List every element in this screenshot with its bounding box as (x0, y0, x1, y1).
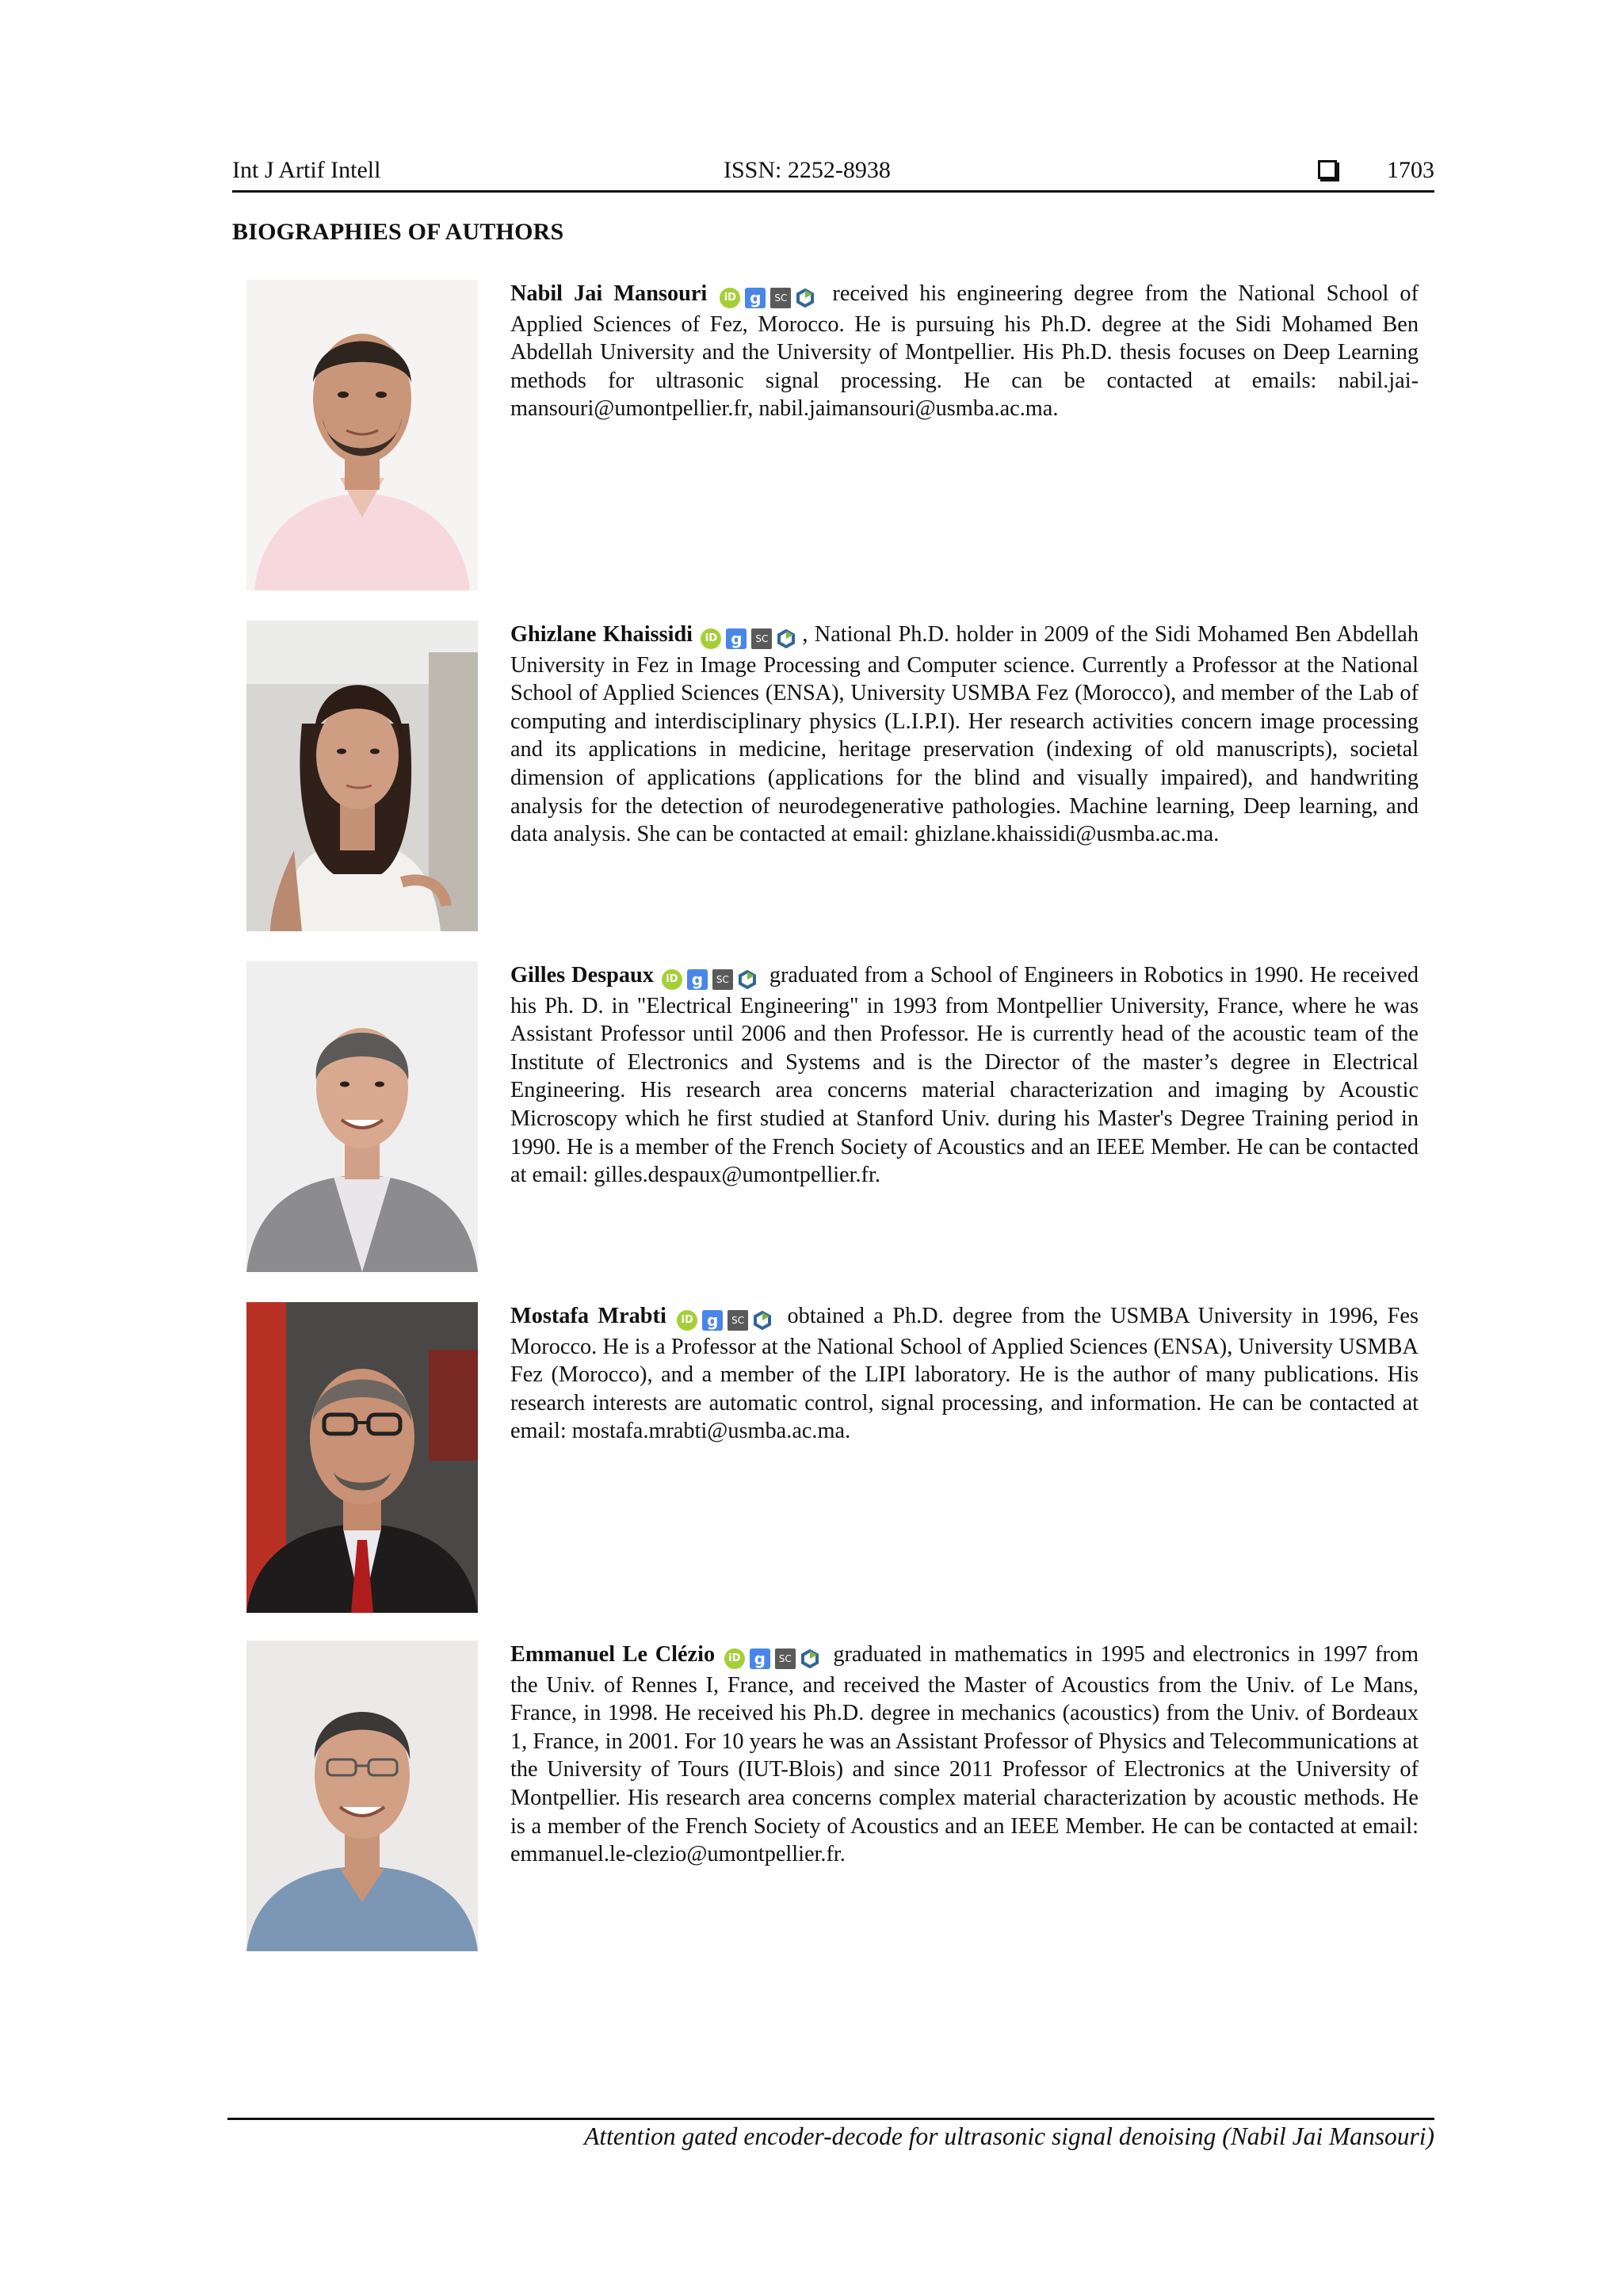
author-badges (720, 282, 819, 311)
author-badges (701, 623, 800, 651)
orcid-icon[interactable]: iD (662, 969, 682, 990)
orcid-icon[interactable]: iD (724, 1648, 745, 1669)
author-photo-5 (246, 1641, 478, 1951)
google-scholar-icon[interactable]: g (750, 1648, 770, 1669)
publons-icon[interactable] (738, 970, 757, 989)
author-photo-1 (246, 280, 478, 590)
author-name: Ghizlane Khaissidi (510, 622, 693, 647)
google-scholar-icon[interactable]: g (702, 1310, 723, 1331)
author-name: Nabil Jai Mansouri (510, 281, 708, 306)
author-photo-3 (246, 961, 478, 1272)
author-name: Gilles Despaux (510, 963, 654, 988)
publons-icon[interactable] (753, 1311, 772, 1330)
section-title: BIOGRAPHIES OF AUTHORS (232, 219, 564, 245)
google-scholar-icon[interactable]: g (726, 628, 747, 649)
orcid-icon[interactable]: iD (677, 1310, 697, 1331)
author-badges (677, 1305, 777, 1333)
scopus-icon[interactable]: SC (712, 969, 733, 990)
author-bio-text: obtained a Ph.D. degree from the USMBA University in 1996, Fes Morocco. He is a Professor at the National School of Applied Sciences (ENSA), University USMBA Fez (Morocco), and a member of the LIPI laboratory. He is the author of many publications. His research interests are automatic control, signal processing, and information. He can be contacted at email: mostafa.mrabti@usmba.ac.ma. (510, 1304, 1419, 1444)
author-name: Emmanuel Le Clézio (510, 1642, 716, 1667)
author-photo-2 (246, 621, 478, 931)
publons-icon[interactable] (796, 288, 815, 308)
footer-rule (227, 2118, 1434, 2120)
page-number: 1703 (1387, 157, 1434, 183)
orcid-icon[interactable]: iD (720, 288, 740, 308)
square-bullet-icon (1318, 160, 1337, 179)
scopus-icon[interactable]: SC (770, 288, 791, 308)
author-photo-4 (246, 1302, 478, 1613)
journal-name: Int J Artif Intell (232, 157, 381, 183)
scopus-icon[interactable]: SC (775, 1648, 796, 1669)
scopus-icon[interactable]: SC (727, 1310, 748, 1331)
scopus-icon[interactable]: SC (751, 628, 772, 649)
publons-icon[interactable] (800, 1649, 819, 1668)
author-bio-text: graduated in mathematics in 1995 and electronics in 1997 from the Univ. of Rennes I, France, and received the Master of Acoustics from the Univ. of Le Mans, France, in 1998. He received his Ph.D. degree in mechanics (acoustics) from the Univ. of Bordeaux 1, France, in 2001. For 10 years he was an Assistant Professor of Physics and Telecommunications at the University of Tours (IUT-Blois) and since 2011 Professor of Electronics at the University of Montpellier. His research area concerns complex material characterization by acoustic methods. He is a member of the French Society of Acoustics and an IEEE Member. He can be contacted at email: emmanuel.le-clezio@umontpellier.fr. (510, 1642, 1419, 1867)
author-badges (724, 1643, 824, 1671)
author-bio-text: , National Ph.D. holder in 2009 of the Sidi Mohamed Ben Abdellah University in Fez in Image Processing and Computer science. Currently a Professor at the National School of Applied Sciences (ENSA), University USMBA Fez (Morocco), and member of the Lab of computing and interdisciplinary physics (L.I.P.I). Her research activities concern image processing and its applications in medicine, heritage preservation (indexing of old manuscripts), societal dimension of applications (applications for the blind and visually impaired), and handwriting analysis for the detection of neurodegenerative pathologies. Machine learning, Deep learning, and data analysis. She can be contacted at email: ghizlane.khaissidi@usmba.ac.ma. (510, 622, 1419, 847)
google-scholar-icon[interactable]: g (687, 969, 708, 990)
orcid-icon[interactable]: iD (701, 628, 721, 649)
publons-icon[interactable] (777, 629, 796, 648)
running-header (232, 155, 1434, 193)
google-scholar-icon[interactable]: g (745, 288, 766, 308)
running-footer: Attention gated encoder-decode for ultrasonic signal denoising (Nabil Jai Mansouri) (584, 2122, 1434, 2150)
author-bio-text: received his engineering degree from the National School of Applied Sciences of Fez, Morocco. He is pursuing his Ph.D. degree at the Sidi Mohamed Ben Abdellah University and the University of Montpellier. His Ph.D. thesis focuses on Deep Learning methods for ultrasonic signal processing. He can be contacted at emails: nabil.jai-mansouri@umontpellier.fr, nabil.jaimansouri@usmba.ac.ma. (510, 281, 1419, 422)
author-badges (662, 964, 762, 992)
issn: ISSN: 2252-8938 (724, 157, 891, 183)
author-bio-text: graduated from a School of Engineers in Robotics in 1990. He received his Ph. D. in "Electrical Engineering" in 1993 from Montpellier University, France, where he was Assistant Professor until 2006 and then Professor. He is currently head of the acoustic team of the Institute of Electronics and Systems and is the Director of the master’s degree in Electrical Engineering. His research area concerns material characterization and imaging by Acoustic Microscopy which he first studied at Stanford Univ. during his Master's Degree Training period in 1990. He is a member of the French Society of Acoustics and an IEEE Member. He can be contacted at email: gilles.despaux@umontpellier.fr. (510, 963, 1419, 1188)
author-name: Mostafa Mrabti (510, 1304, 666, 1328)
